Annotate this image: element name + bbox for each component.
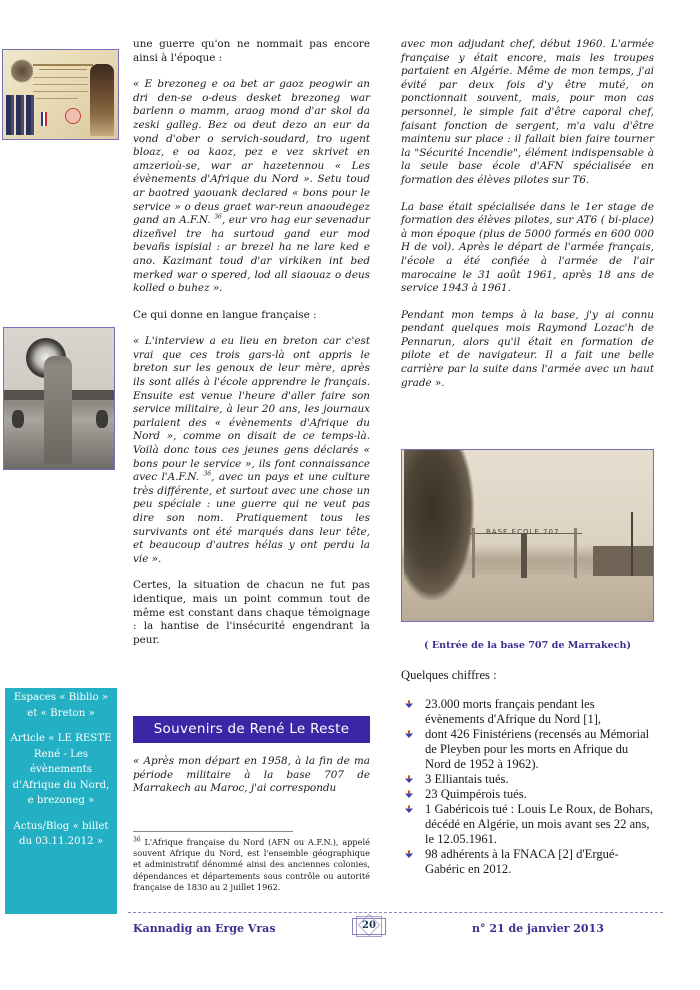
arrow-down-icon bbox=[405, 700, 413, 708]
related-links-box bbox=[5, 688, 117, 914]
breton-quote: « E brezoneg e oa bet ar gaoz peogwir an dri den-se o-deus desket brezoneg war barlenn o mamm, araog mond d'ar skol da zeski galleg. Bez oa deut dezo an eur da vond d'ober o servich-soudard, tro ugent bloaz, e oa kaoz, pez e vez skrivet en amzerioù-se, war ar hazetennou « Les évènements d'Afrique du Nord ». Setu toud ar baotred yaouank declared « bons pour le service » o deus graet war-reun anaoudegez gand an A.F.N. $^{36}$, eur vro hag eur sevenadur dizeñvel tre ha surtoud gand eur mod bevañs ispisial : ar brezel ha ne lare ked e ano. Kazimant toud d'ar virkiken int bed merked war o spered, lod all siaouaz o deus kolled o buhez ». bbox=[133, 78, 370, 295]
figure-item: 3 Elliantais tués. bbox=[401, 772, 654, 787]
arrow-down-icon bbox=[405, 805, 413, 813]
figure-item: 98 adhérents à la FNACA [2] d'Ergué-Gabéric en 2012. bbox=[401, 847, 654, 877]
middle-column bbox=[133, 38, 370, 660]
link-blog[interactable]: Actus/Blog « billet du 03.11.2012 » bbox=[13, 820, 109, 847]
gate-sign: BASE ECOLE 707 bbox=[486, 528, 560, 536]
conclusion-text: Certes, la situation de chacun ne fut pas identique, mais un point commun tout de même est constant dans chaque témoignage : la hantise de l'insécurité engendrant la peur. bbox=[133, 579, 370, 646]
intro-text: une guerre qu'on ne nommait pas encore ainsi à l'époque : bbox=[133, 38, 370, 64]
link-espaces[interactable]: Espaces « Biblio » et « Breton » bbox=[13, 692, 109, 719]
certificate-image bbox=[2, 49, 119, 140]
figure-item: 23 Quimpérois tués. bbox=[401, 787, 654, 802]
issue-label: n° 21 de janvier 2013 bbox=[472, 922, 604, 935]
link-article[interactable]: Article « LE RESTE René - Les évènements d'Afrique du Nord, e brezoneg » bbox=[10, 733, 112, 806]
translation-intro: Ce qui donne en langue française : bbox=[133, 308, 317, 321]
photo-caption: ( Entrée de la base 707 de Marrakech) bbox=[423, 640, 632, 651]
section-heading: Souvenirs de René Le Reste bbox=[133, 716, 370, 743]
footnote-divider bbox=[133, 831, 293, 832]
arrow-down-icon bbox=[405, 730, 413, 738]
figures-section bbox=[401, 668, 654, 877]
figure-item: 1 Gabéricois tué : Louis Le Roux, de Bohars, décédé en Algérie, un mois avant ses 22 ans, le 12.05.1961. bbox=[401, 802, 654, 847]
paragraph: avec mon adjudant chef, début 1960. L'armée française y était encore, mais les troupes partaient en Algérie. Même de mon temps, j'ai évité par deux fois d'y être muté, on ponctionnait souvent, mais, pour mon cas personnel, le simple fait d'être caporal chef, faisant fonction de sergent, m'a valu d'être maintenu sur place : il fallait bien faire tourner la "Sécurité Incendie", élément indispensable à la seule base école d'AFN spécialisée en formation des élèves pilotes sur T6. bbox=[401, 38, 654, 186]
figures-list bbox=[401, 697, 654, 877]
footnote: $^{36}$ L'Afrique française du Nord (AFN ou A.F.N.), appelé souvent Afrique du Nord, est l'ensemble géographique et administratif dénommé ainsi des anciennes colonies, dépendances et départements sous contrôle ou autorité française de 1830 au 2 juillet 1962. bbox=[133, 836, 370, 892]
footnote-ref[interactable]: 36 bbox=[203, 470, 212, 478]
rene-intro: « Après mon départ en 1958, à la fin de ma période militaire à la base 707 de Marrakech au Maroc, j'ai correspondu bbox=[133, 755, 370, 795]
arrow-down-icon bbox=[405, 850, 413, 858]
footer-divider bbox=[128, 912, 663, 913]
footnote-ref[interactable]: 36 bbox=[214, 213, 222, 221]
pilot-photo bbox=[3, 327, 115, 470]
french-quote: « L'interview a eu lieu en breton car c'est vrai que ces trois gars-là ont appris le breton sur les genoux de leur mère, après ils sont allés à l'école apprendre le français. Ensuite est venue l'heure d'aller faire son service militaire, à leur 20 ans, les journaux parlaient des « évènements d'Afrique du Nord », comme on disait de ce temps-là. Voilà donc tous ces jeunes gens déclarés « bons pour le service », ils font connaissance avec l'A.F.N. $^{36}$, avec un pays et une culture très différente, et surtout avec une chose un peu spéciale : une guerre qui ne veut pas dire son nom. Pratiquement tous les survivants ont été marqués dans leur tête, et beaucoup d'autres hélas y ont perdu la vie ». bbox=[133, 335, 371, 565]
figure-item: 23.000 morts français pendant les évènements d'Afrique du Nord [1], bbox=[401, 697, 654, 727]
arrow-down-icon bbox=[405, 775, 413, 783]
page-number: 20 bbox=[362, 920, 376, 931]
figures-title: Quelques chiffres : bbox=[401, 668, 497, 682]
right-column-text bbox=[401, 38, 654, 403]
paragraph: Pendant mon temps à la base, j'y ai connu pendant quelques mois Raymond Lozac'h de Pennarun, alors qu'il était en formation de pilote et de navigateur. Il a fait une belle carrière par la suite dans l'armée avec un haut grade ». bbox=[401, 308, 654, 389]
base-entrance-photo bbox=[401, 449, 654, 622]
arrow-down-icon bbox=[405, 790, 413, 798]
page-number-badge bbox=[352, 916, 388, 938]
paragraph: La base était spécialisée dans le 1er stage de formation des élèves pilotes, sur AT6 ( bi-place) à mon époque (plus de 5000 formés en 600 000 H de vol). Après le départ de l'armée français, l'école a été confiée à l'armée de l'air marocaine le 31 août 1961, après 18 ans de service 1943 à 1961. bbox=[401, 200, 654, 295]
figure-item: dont 426 Finistériens (recensés au Mémorial de Pleyben pour les morts en Afrique du Nord de 1952 à 1962). bbox=[401, 727, 654, 772]
publication-name: Kannadig an Erge Vras bbox=[133, 922, 276, 935]
